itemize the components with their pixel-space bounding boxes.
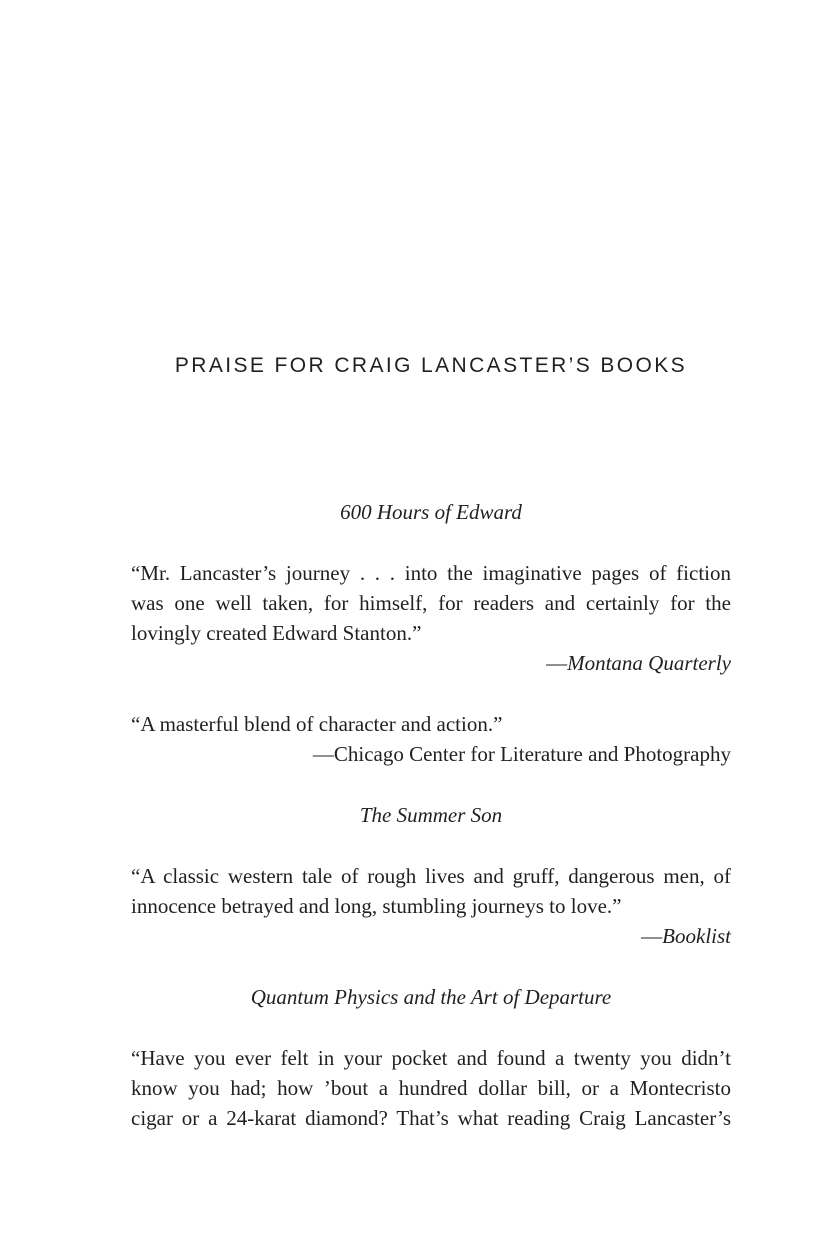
review-booklist [131,861,731,951]
book-title-summer-son: The Summer Son [359,803,503,827]
review-quantum-physics [131,1043,731,1133]
review-attribution [131,648,731,678]
review-attribution [131,921,731,951]
quote-line: lovingly created Edward Stanton.” [131,621,422,645]
quote-line: “A masterful blend of character and action.” [131,712,503,736]
praise-content [131,497,731,1133]
book-title-quantum-physics: Quantum Physics and the Art of Departure [250,985,612,1009]
attribution-dash: — [312,742,334,766]
attribution-source: Booklist [662,924,731,948]
quote-line: “Have you ever felt in your pocket and found a twenty you didn’t [131,1046,731,1070]
quote-line: know you had; how ’bout a hundred dollar bill, or a Montecristo [131,1076,731,1100]
book-title-600-hours: 600 Hours of Edward [340,500,522,524]
attribution-source: Chicago Center for Literature and Photography [333,742,731,766]
quote-line: “Mr. Lancaster’s journey . . . into the imaginative pages of fiction [131,561,731,585]
review-chicago-center [131,709,731,769]
quote-line: innocence betrayed and long, stumbling journeys to love.” [131,894,622,918]
quote-line: was one well taken, for himself, for readers and certainly for the [131,591,731,615]
review-montana-quarterly [131,558,731,678]
quote-line: cigar or a 24-karat diamond? That’s what reading Craig Lancaster’s [131,1106,731,1130]
attribution-source: Montana Quarterly [567,651,731,675]
attribution-dash: — [641,924,663,948]
review-attribution [131,739,731,769]
page-heading: PRAISE FOR CRAIG LANCASTER’S BOOKS [174,354,688,377]
attribution-dash: — [546,651,568,675]
quote-line: “A classic western tale of rough lives and gruff, dangerous men, of [131,864,731,888]
